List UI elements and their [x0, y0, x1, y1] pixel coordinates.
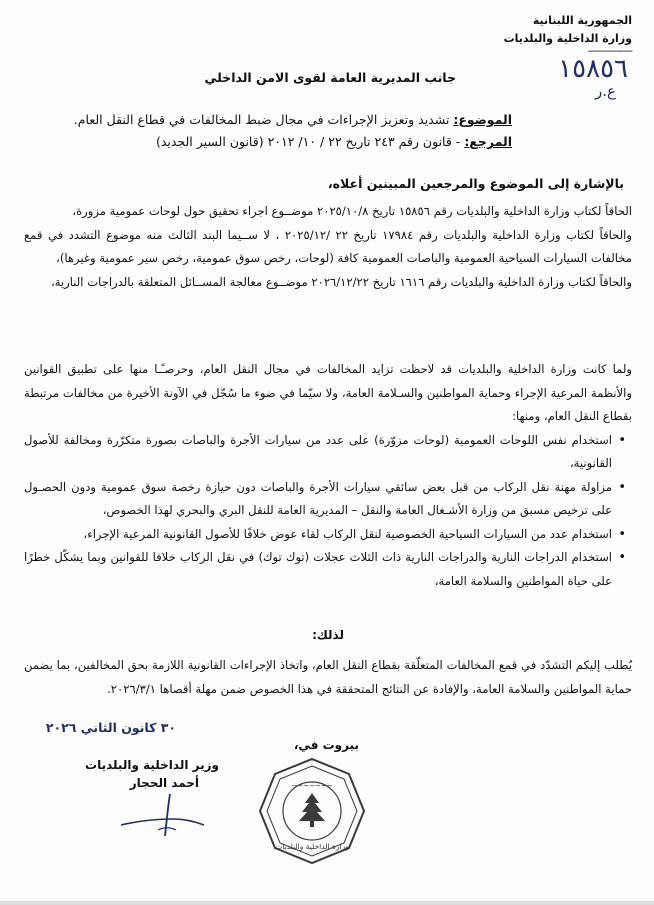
- intro-line: بالإشارة إلى الموضوع والمرجعين المبينين أعلاه،: [327, 176, 624, 191]
- letterhead-ministry: وزارة الداخلية والبلديات: [503, 32, 632, 45]
- subject-label: الموضوع:: [453, 112, 512, 127]
- svg-text:~~~~~~~: ~~~~~~~: [291, 782, 333, 790]
- addressee: جانب المديرية العامة لقوى الامن الداخلي: [204, 70, 456, 85]
- paragraph-1: الحاقاً لكتاب وزارة الداخلية والبلديات رقم ١٥٨٥٦ تاريخ ٢٠٢٥/١٠/٨ موضــوع اجراء تحقيق حول لوحات عمومية مزورة،: [72, 204, 632, 218]
- stamp-text: وزارة الداخلية والبلديات: [275, 842, 349, 851]
- handwritten-date: ٣٠ كانون الثاني ٢٠٢٦: [45, 720, 176, 735]
- bottom-border: [0, 901, 654, 905]
- paragraph-2: والحاقاً لكتاب وزارة الداخلية والبلديات رقم ١٧٩٨٤ تاريخ ٢٢ /٢٠٢٥/١٢ ، لا ســيما البند الثالث منه موضوع التشدد في قمع مخالفات السيارات السياحية العمومية والباصات العمومية كافة (لوحات، رخص سوق عمومية، رخص سير عمومية وغيرها)،: [24, 227, 632, 265]
- subject-line: [74, 112, 512, 127]
- reference-line: [156, 134, 512, 149]
- reference-number-handwritten: ١٥٨٥٦: [558, 54, 628, 84]
- body-block-1: [24, 200, 632, 294]
- body-block-2: [24, 358, 632, 593]
- letterhead-divider: -----------------: [587, 46, 632, 57]
- paragraph-3: والحاقاً لكتاب وزارة الداخلية والبلديات رقم ١٦١٦ تاريخ ٢٠٢٦/١٢/٢٢ موضــوع معالجة المســائل المتعلقة بالدراجات النارية،: [50, 274, 632, 289]
- list-item: • استخدام عدد من السيارات السياحية الخصوصية لنقل الركاب لقاء عوض خلافًا للأصول القانونية المرعية الإجراء،: [24, 523, 612, 547]
- handwritten-signature: [118, 790, 208, 842]
- violations-list: [24, 429, 628, 594]
- reference-number-suffix: ع.ر: [595, 82, 616, 100]
- paragraph-request: يُطلب إليكم التشدّد في قمع المخالفات المتعلّقة بقطاع النقل العام، واتخاذ الإجراءات القانونية اللازمة بحق المخالفين، بما يضمن حماية المواطنين والسلامة العامة، والإفادة عن النتائج المتحققة في هذا الخصوص ضمن مهلة أقصاها ٢٠٢٦/٣/١.: [24, 658, 632, 696]
- signatory-name: أحمد الحجار: [129, 776, 199, 790]
- reference-text: - قانون رقم ٢٤٣ تاريخ ٢٢ / ١٠/ ٢٠١٢ (قانون السير الجديد): [155, 134, 461, 149]
- place-line: بيروت في،: [293, 738, 359, 752]
- therefore-heading: لذلك:: [312, 628, 344, 642]
- list-item: • مزاولة مهنة نقل الركاب من قبل بعض سائقي سيارات الأجرة والباصات دون حيازة رخصة سوق عمومية ودون الحصـول على ترخيص مسبق من وزارة الأشـغال العامة والنقل – المديرية العامة للنقل البري والبحري لهذا الخصوص،: [24, 476, 612, 523]
- signatory-title: وزير الداخلية والبلديات: [85, 758, 219, 772]
- ministry-stamp: [258, 757, 366, 865]
- letterhead-republic: الجمهورية اللبنانية: [532, 14, 632, 27]
- subject-text: تشديد وتعزيز الإجراءات في مجال ضبط المخالفات في قطاع النقل العام.: [73, 112, 450, 127]
- body-block-3: [24, 654, 632, 701]
- list-item: • استخدام الدراجات النارية والدراجات النارية ذات الثلاث عجلات (توك توك) في نقل الركاب خلافا للقوانين وبما يشكّل خطرًا على حياة المواطنين والسلامة العامة،: [24, 546, 612, 593]
- paragraph-4: ولما كانت وزارة الداخلية والبلديات قد لاحظت تزايد المخالفات في مجال النقل العام، وحرصـًـا منها على تطبيق القوانين والأنظمة المرعية الإجراء وحماية المواطنين والسـلامة العامة، ولا سيّما في ضوء ما سُجّل في الآونة الأخيرة من مخالفات مرتبطة بقطاع النقل العام، ومنها:: [24, 362, 632, 423]
- list-item: • استخدام نفس اللوحات العمومية (لوحات مزوّرة) على عدد من سيارات الأجرة والباصات بصورة متكرّرة ومخالفة للأصول القانونية،: [24, 429, 612, 476]
- reference-label: المرجع:: [464, 134, 512, 149]
